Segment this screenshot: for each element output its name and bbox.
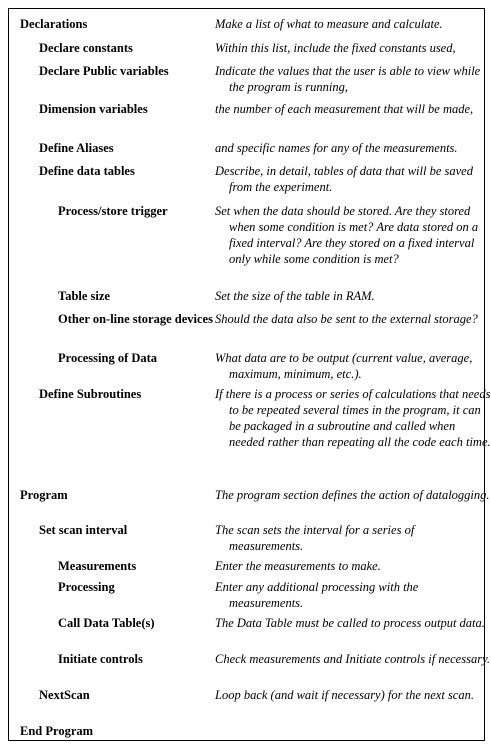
row-term: Define Aliases xyxy=(39,141,114,155)
row-term: Table size xyxy=(58,289,110,303)
row-term: Dimension variables xyxy=(39,102,148,116)
row-description: Set the size of the table in RAM. xyxy=(215,289,375,303)
row-term: Define data tables xyxy=(39,164,135,178)
row-term: Declarations xyxy=(20,17,88,31)
row-description: Should the data also be sent to the external storage? xyxy=(215,312,478,326)
row-description: Enter the measurements to make. xyxy=(215,559,381,573)
row-term: Set scan interval xyxy=(39,523,128,537)
row-term: Processing of Data xyxy=(58,351,158,365)
row-description: Describe, in detail, tables of data that will be saved from the experiment. xyxy=(215,164,473,194)
row-description: Check measurements and Initiate controls if necessary. xyxy=(215,652,491,666)
row-term: Program xyxy=(20,488,68,502)
row-term: Other on-line storage devices xyxy=(58,312,213,326)
row-description: Enter any additional processing with the measurements. xyxy=(215,580,419,610)
row-term: Call Data Table(s) xyxy=(58,616,155,630)
row-term: Define Subroutines xyxy=(39,387,142,401)
row-term: Process/store trigger xyxy=(58,204,168,218)
row-description: the number of each measurement that will be made, xyxy=(215,102,474,116)
row-description: Within this list, include the fixed constants used, xyxy=(215,41,456,55)
row-term: NextScan xyxy=(39,688,90,702)
row-description: If there is a process or series of calculations that needs to be repeated several times in the program, it can be packaged in a subroutine and called when needed rather than repeating all the code each time. xyxy=(215,387,491,449)
row-description: What data are to be output (current value, average, maximum, minimum, etc.). xyxy=(215,351,473,381)
row-description: Set when the data should be stored. Are they stored when some condition is met? Are data stored on a fixed interval? Are they stored on a fixed interval only while some condition is met? xyxy=(215,204,479,266)
row-term: End Program xyxy=(20,724,94,738)
row-term: Declare constants xyxy=(39,41,133,55)
row-term: Declare Public variables xyxy=(39,64,169,78)
row-term: Processing xyxy=(58,580,115,594)
row-description: and specific names for any of the measurements. xyxy=(215,141,458,155)
row-description: Loop back (and wait if necessary) for the next scan. xyxy=(215,688,474,702)
row-term: Initiate controls xyxy=(58,652,143,666)
row-description: The program section defines the action of datalogging. xyxy=(215,488,490,502)
row-term: Measurements xyxy=(58,559,137,573)
row-description: The scan sets the interval for a series of measurements. xyxy=(215,523,415,553)
outline-table xyxy=(8,8,491,741)
row-description: Indicate the values that the user is able to view while the program is running, xyxy=(215,64,481,94)
row-description: The Data Table must be called to process output data. xyxy=(215,616,485,630)
row-description: Make a list of what to measure and calculate. xyxy=(215,17,443,31)
